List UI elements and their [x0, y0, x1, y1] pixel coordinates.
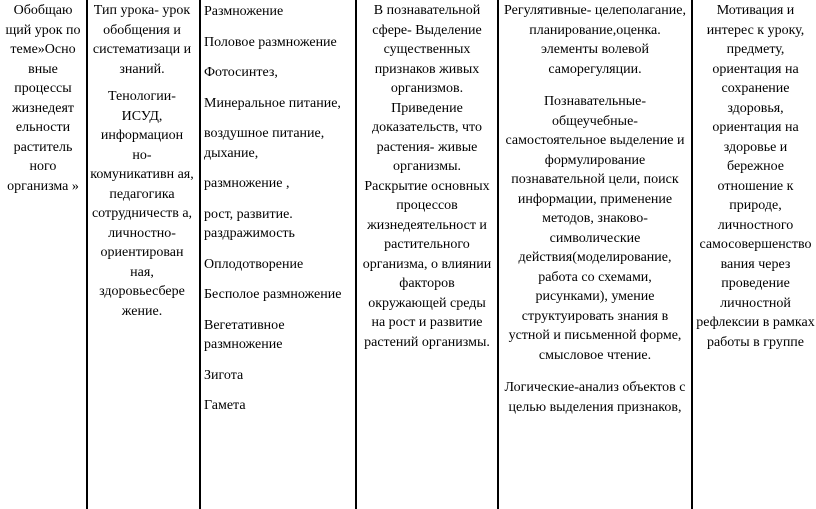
lesson-type-text: Тип урока- урок обобщения и систематизаци и знаний.	[92, 3, 192, 77]
personal-results-text: Мотивация и интерес к уроку, предмету, ориентация на сохранение здоровья, ориентация на здоровье и бережное отношение к природе, личностного самосовершенство вания через проведение личностной рефлексии в рамках работы в группе	[696, 3, 815, 350]
concept-item: Минеральное питание,	[204, 95, 341, 111]
column-divider	[691, 0, 693, 509]
concept-item: Половое размножение	[204, 34, 337, 50]
concept-item: размножение ,	[204, 176, 290, 191]
column-divider	[497, 0, 499, 509]
column-divider	[355, 0, 357, 509]
column-divider	[199, 0, 201, 509]
lesson-topic-text: Обобщаю щий урок по теме»Осно вные процессы жизнедеят ельности раститель ного организма »	[5, 3, 81, 194]
concept-item: Фотосинтез,	[204, 65, 278, 80]
lesson-topic-cell	[4, 1, 82, 509]
subject-results-cell	[360, 1, 494, 509]
concept-item: рост, развитие. раздражимость	[204, 206, 295, 241]
subject-results-text: В познавательной сфере- Выделение существенных признаков живых организмов. Приведение доказательств, что растения- живые организмы. Раскрытие основных процессов жизнедеятельност и растительного организма, о влиянии факторов окружающей среды на рост и развитие растений организмы.	[362, 3, 492, 350]
regulative-text: Регулятивные- целеполагание, планирование,оценка. элементы волевой саморегуляции.	[504, 3, 686, 77]
technologies-text: Тенологии- ИСУД, информацион но- комуникативн ая, педагогика сотрудничеств а, личностно- ориентирован ная, здоровьесбере жение.	[90, 89, 194, 319]
concept-item: Оплодотворение	[204, 256, 304, 272]
metasubject-results-cell	[502, 1, 688, 509]
concepts-cell	[204, 2, 350, 509]
concept-item: Бесполое размножение	[204, 287, 342, 302]
personal-results-cell	[695, 1, 816, 509]
concept-item: Гамета	[204, 398, 246, 413]
concept-item: Размножение	[204, 4, 284, 19]
cognitive-text: Познавательные- общеучебные- самостоятельное выделение и формулирование познавательной цели, поиск информации, применение методов, знаково-символические действия(моделирование, работа со схемами, рисунками), умение структуировать знания в устной и письменной форме, смысловое чтение.	[505, 94, 685, 363]
concept-item: воздушное питание, дыхание,	[204, 126, 325, 161]
concept-item: Зигота	[204, 367, 244, 383]
lesson-type-cell	[90, 1, 194, 509]
logical-text: Логические-анализ объектов с целью выделения признаков,	[504, 380, 686, 415]
concept-item: Вегетативное размножение	[204, 317, 285, 352]
column-divider	[86, 0, 88, 509]
